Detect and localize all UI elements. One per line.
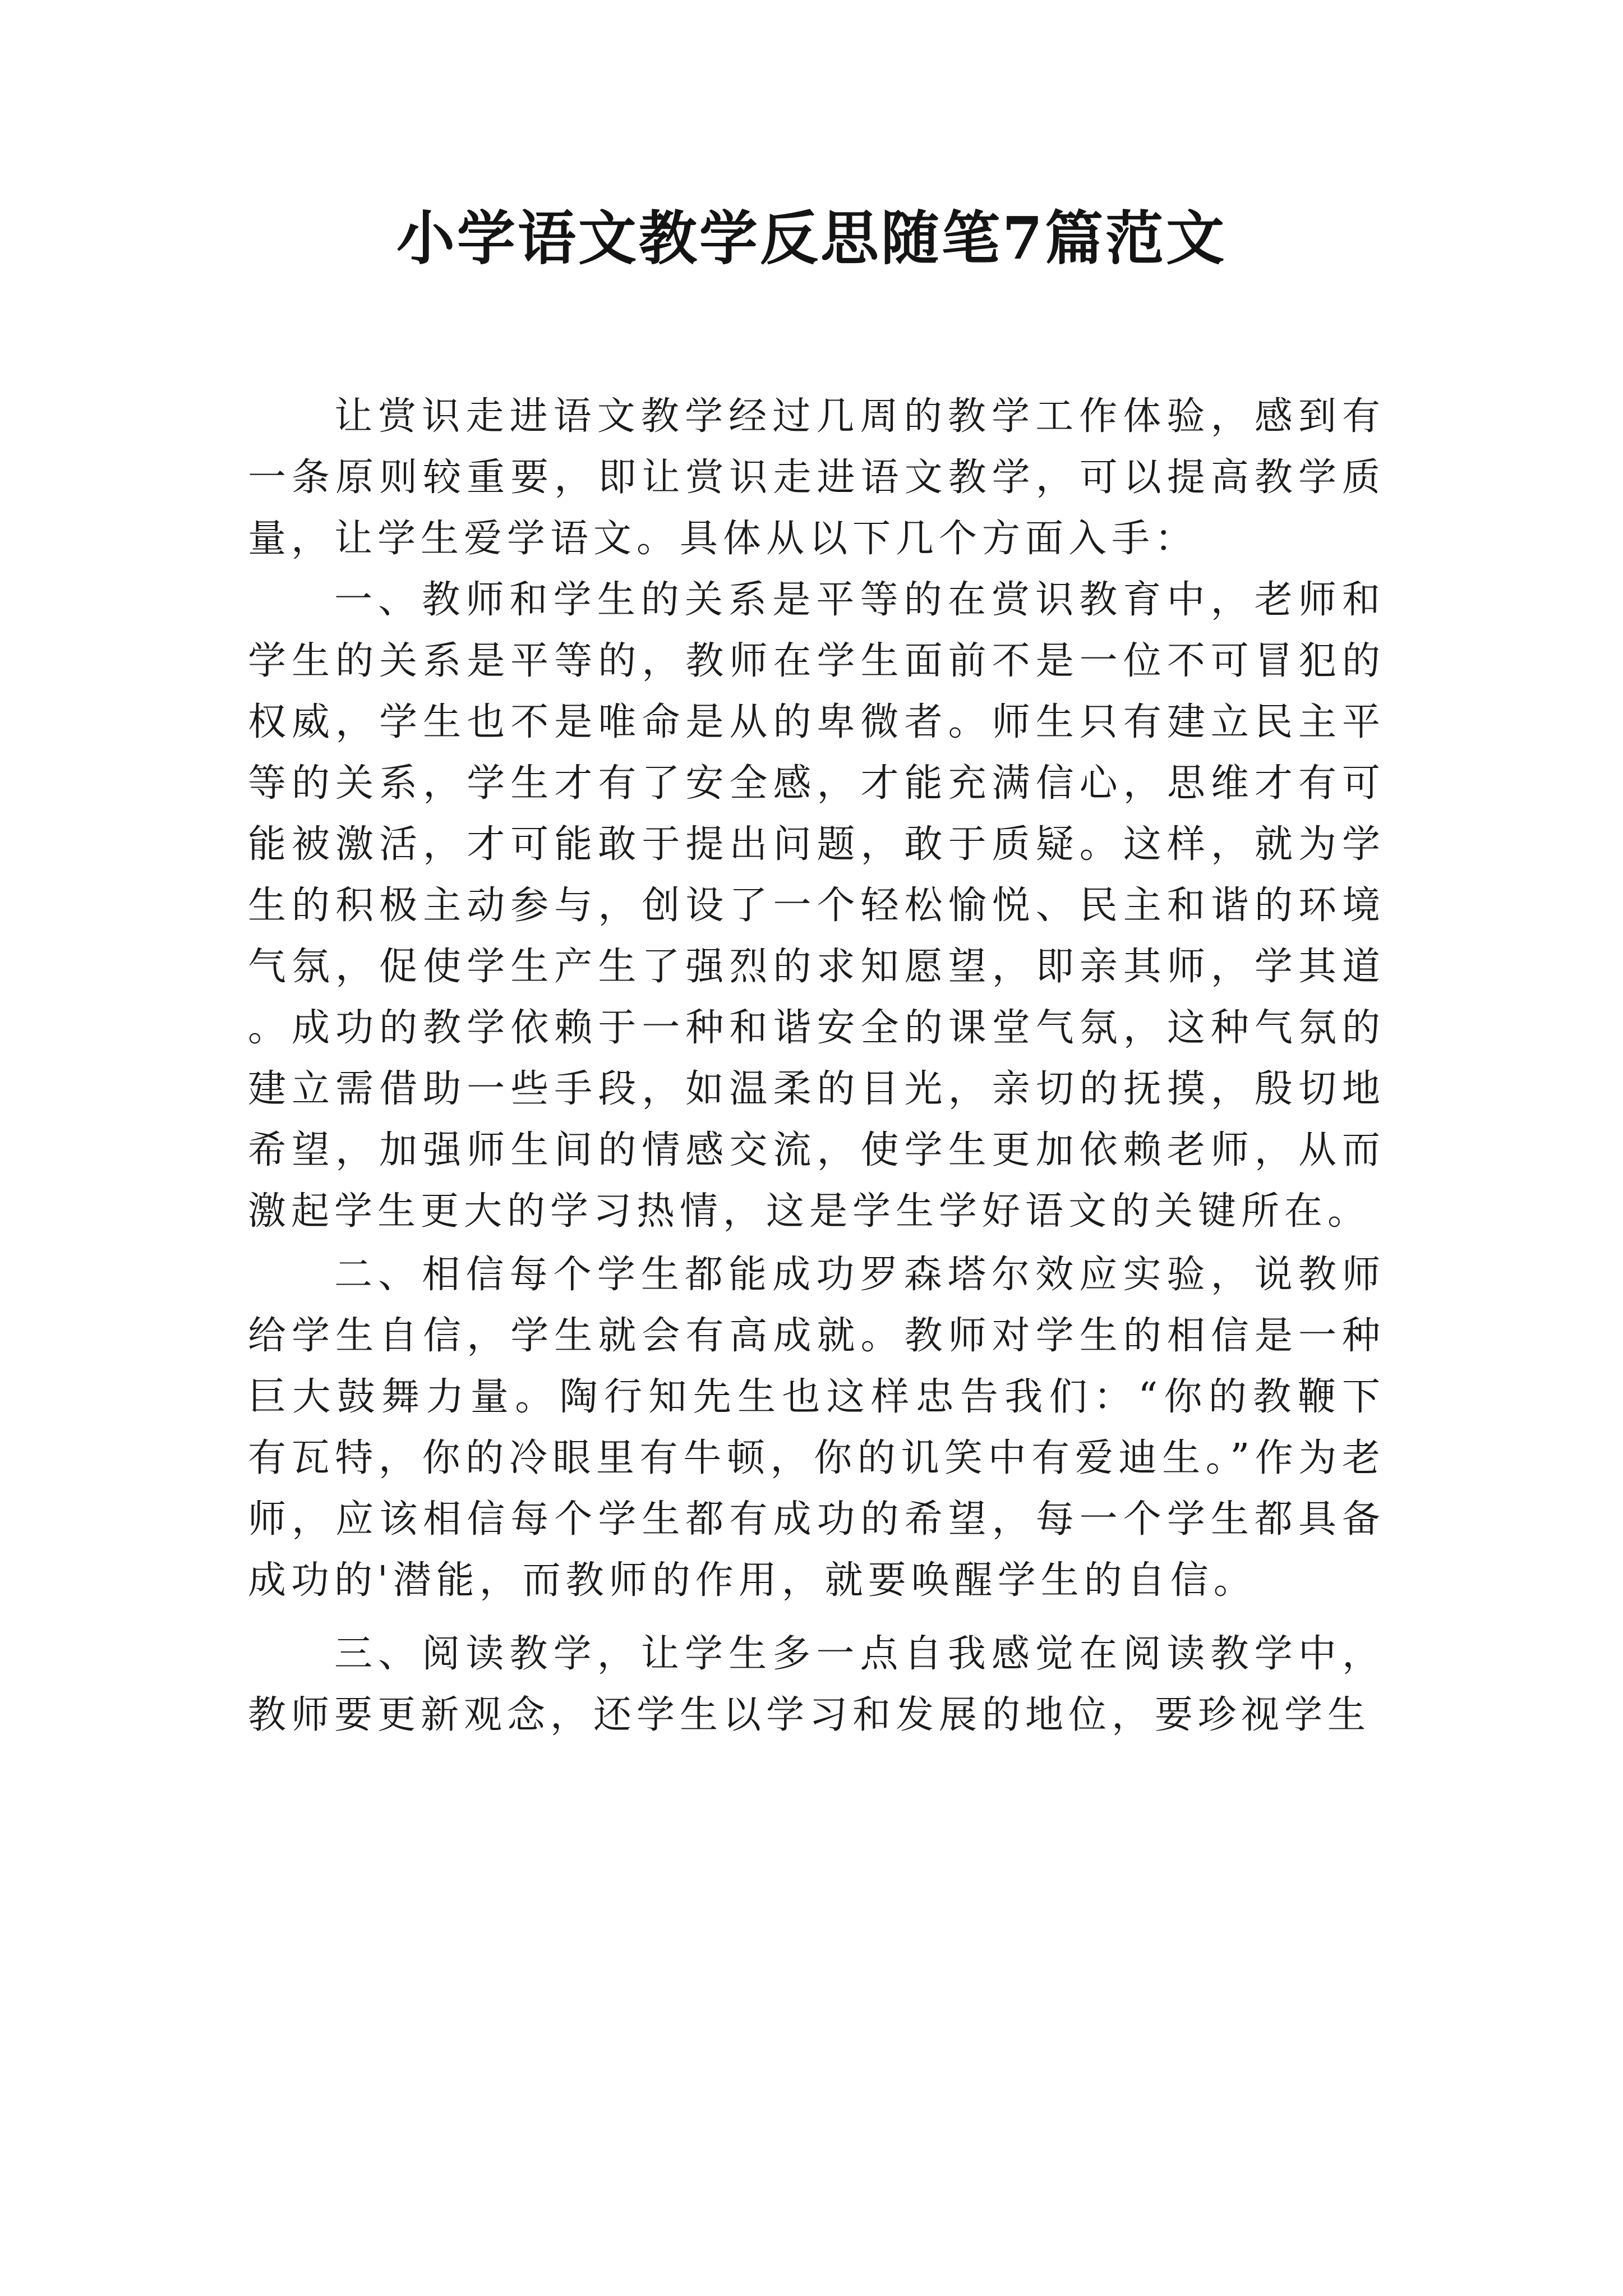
paragraph-section-3: 三、阅读教学，让学生多一点自我感觉在阅读教学中，教师要更新观念，还学生以学习和发展的地位，要珍视学生 [248,1632,1385,1737]
document-body [248,386,1385,1746]
document-title: 小学语文教学反思随笔7篇范文 [396,204,1227,273]
paragraph-section-2: 二、相信每个学生都能成功罗森塔尔效应实验，说教师给学生自信，学生就会有高成就。教师对学生的相信是一种巨大鼓舞力量。陶行知先生也这样忠告我们：“你的教鞭下有瓦特，你的冷眼里有牛顿，你的讥笑中有爱迪生。”作为老师，应该相信每个学生都有成功的希望，每一个学生都具备成功的'潜能，而教师的作用，就要唤醒学生的自信。 [248,1253,1385,1603]
paragraph-section-1: 一、教师和学生的关系是平等的在赏识教育中，老师和学生的关系是平等的，教师在学生面前不是一位不可冒犯的权威，学生也不是唯命是从的卑微者。师生只有建立民主平等的关系，学生才有了安全感，才能充满信心，思维才有可能被激活，才可能敢于提出问题，敢于质疑。这样，就为学生的积极主动参与，创设了一个轻松愉悦、民主和谐的环境气氛，促使学生产生了强烈的求知愿望，即亲其师，学其道。成功的教学依赖于一种和谐安全的课堂气氛，这种气氛的建立需借助一些手段，如温柔的目光，亲切的抚摸，殷切地希望，加强师生间的情感交流，使学生更加依赖老师，从而激起学生更大的学习热情，这是学生学好语文的关键所在。 [248,578,1385,1234]
paragraph-intro: 让赏识走进语文教学经过几周的教学工作体验，感到有一条原则较重要，即让赏识走进语文教学，可以提高教学质量，让学生爱学语文。具体从以下几个方面入手： [248,394,1385,561]
